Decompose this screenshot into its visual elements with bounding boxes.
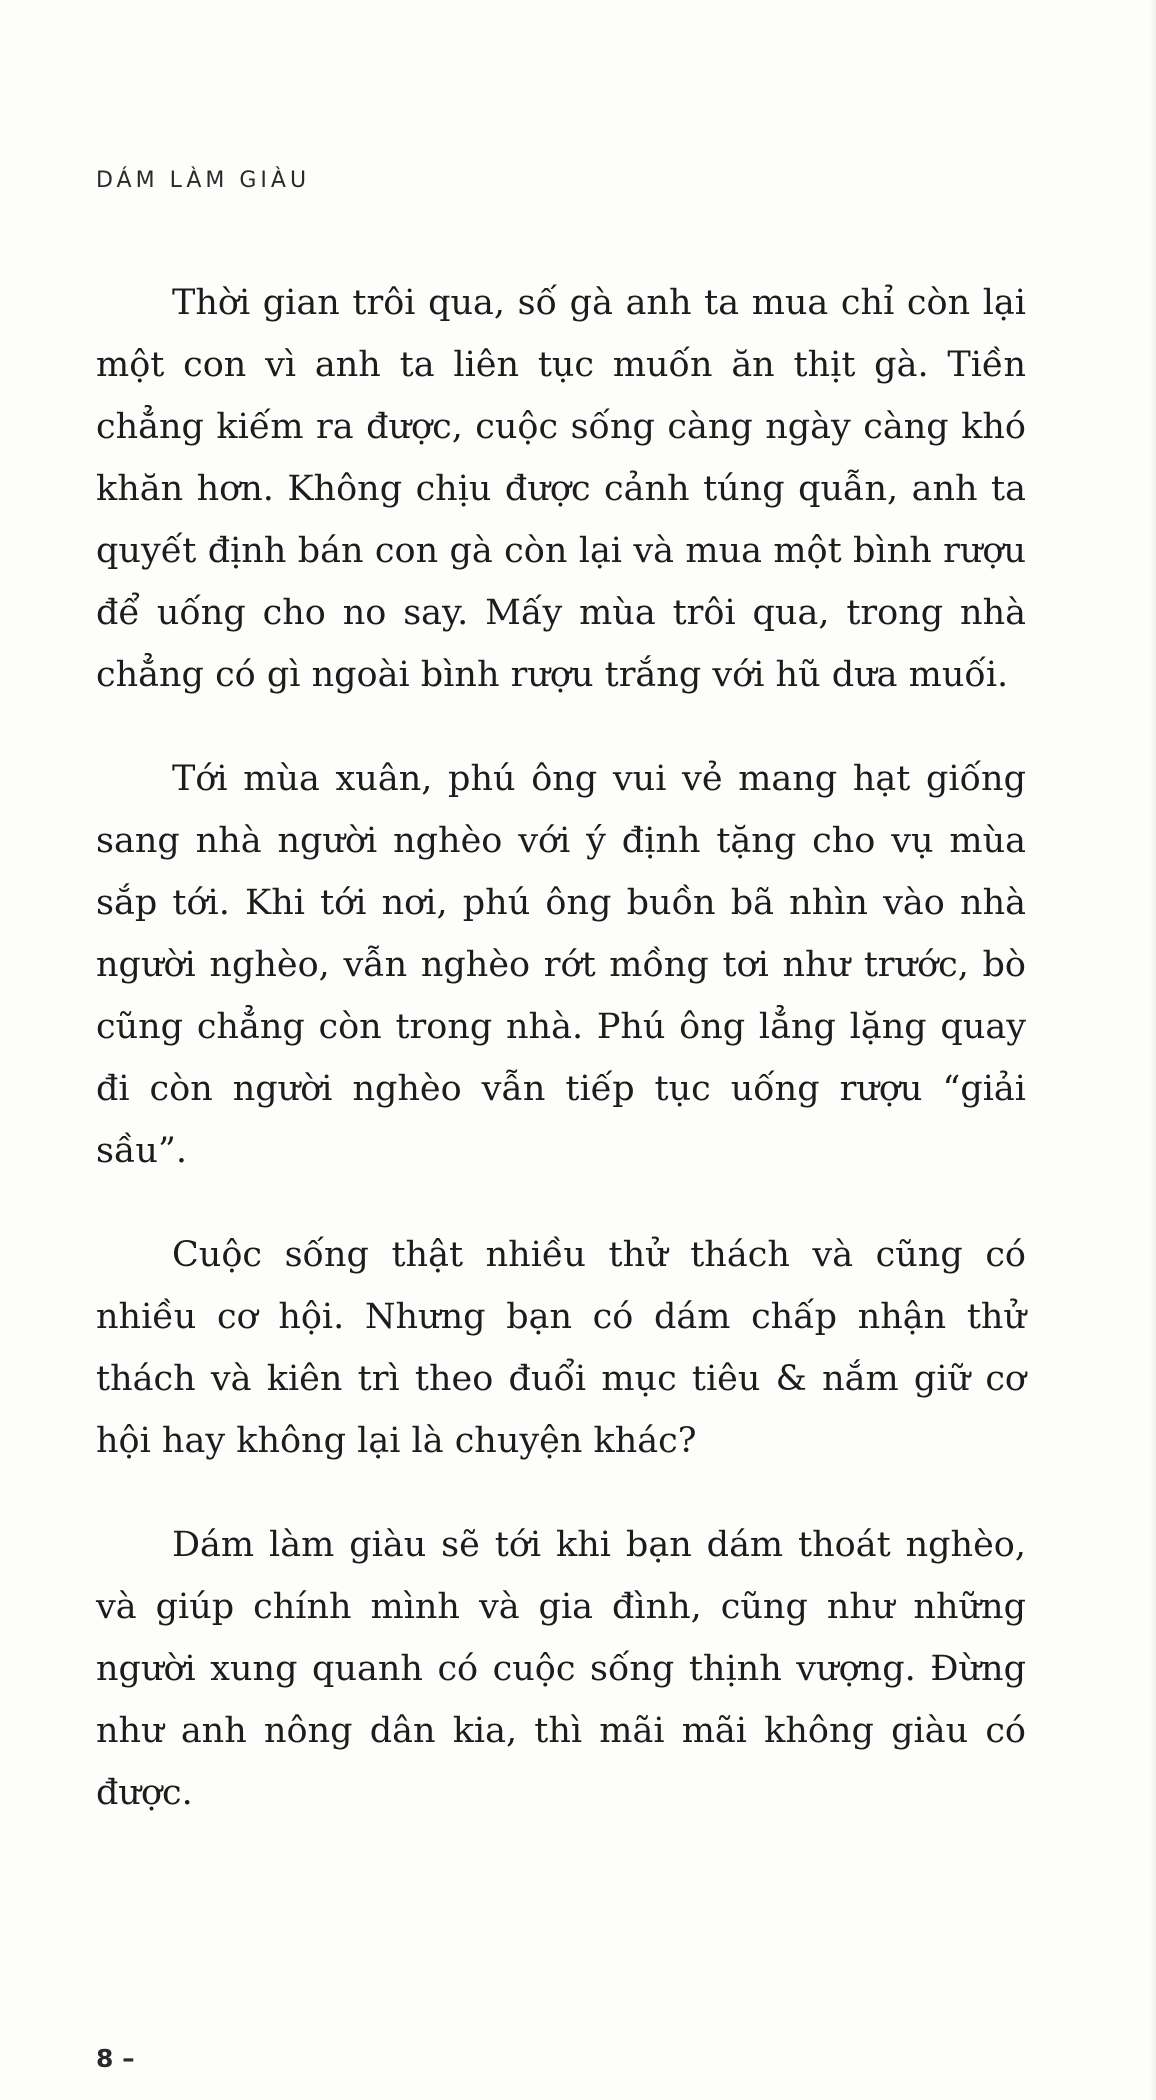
paragraph: Thời gian trôi qua, số gà anh ta mua chỉ còn lại một con vì anh ta liên tục muốn ăn thịt gà. Tiền chẳng kiếm ra được, cuộc sống càng ngày càng khó khăn hơn. Không chịu được cảnh túng quẫn, anh ta quyết định bán con gà còn lại và mua một bình rượu để uống cho no say. Mấy mùa trôi qua, trong nhà chẳng có gì ngoài bình rượu trắng với hũ dưa muối. — [96, 283, 1026, 695]
paragraph: Cuộc sống thật nhiều thử thách và cũng có nhiều cơ hội. Nhưng bạn có dám chấp nhận thử thách và kiên trì theo đuổi mục tiêu & nắm giữ cơ hội hay không lại là chuyện khác? — [96, 1235, 1026, 1461]
page-edge-shadow — [1150, 0, 1156, 2100]
running-header: DÁM LÀM GIÀU — [96, 168, 311, 193]
body-text — [96, 272, 1026, 1866]
paragraph: Dám làm giàu sẽ tới khi bạn dám thoát nghèo, và giúp chính mình và gia đình, cũng như những người xung quanh có cuộc sống thịnh vượng. Đừng như anh nông dân kia, thì mãi mãi không giàu có được. — [96, 1525, 1026, 1813]
page-number: 8 – — [96, 2044, 135, 2073]
paragraph: Tới mùa xuân, phú ông vui vẻ mang hạt giống sang nhà người nghèo với ý định tặng cho vụ mùa sắp tới. Khi tới nơi, phú ông buồn bã nhìn vào nhà người nghèo, vẫn nghèo rớt mồng tơi như trước, bò cũng chẳng còn trong nhà. Phú ông lẳng lặng quay đi còn người nghèo vẫn tiếp tục uống rượu “giải sầu”. — [96, 759, 1026, 1171]
